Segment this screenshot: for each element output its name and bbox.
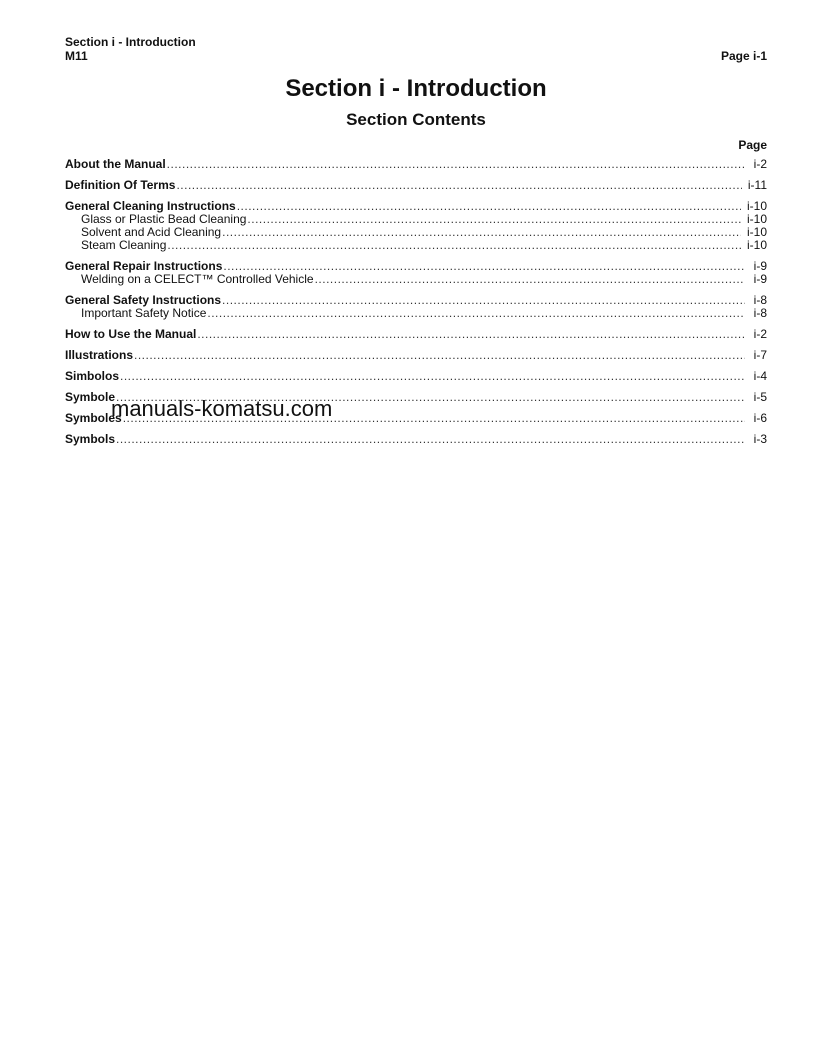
dot-leader <box>167 239 741 252</box>
toc-subentry[interactable] <box>65 307 767 320</box>
toc-entry-label: Solvent and Acid Cleaning <box>81 226 222 239</box>
dot-leader <box>176 179 741 192</box>
toc-entry-page: i-10 <box>746 226 767 239</box>
toc-entry-page: i-3 <box>753 433 767 446</box>
toc-entry-page: i-10 <box>746 200 767 213</box>
toc-entry-page: i-5 <box>753 391 767 404</box>
toc-group <box>65 370 767 383</box>
toc-group <box>65 433 767 446</box>
toc-entry-label: How to Use the Manual <box>65 328 197 341</box>
dot-leader <box>167 158 745 171</box>
dot-leader <box>120 370 745 383</box>
toc-entry-page: i-9 <box>753 273 767 286</box>
toc-entry-label: Welding on a CELECT™ Controlled Vehicle <box>81 273 314 286</box>
header-model: M11 <box>65 49 88 63</box>
toc-entry-page: i-7 <box>753 349 767 362</box>
header-section: Section i - Introduction <box>65 35 196 49</box>
toc-entry-label: Symbole <box>65 391 116 404</box>
toc-subentry[interactable] <box>65 226 767 239</box>
toc-entry-label: Symbols <box>65 433 116 446</box>
toc-entry-page: i-9 <box>753 260 767 273</box>
toc-group <box>65 294 767 320</box>
toc-entry-label: Simbolos <box>65 370 120 383</box>
watermark: manuals-komatsu.com <box>111 396 333 421</box>
page-column-label: Page <box>738 138 767 152</box>
dot-leader <box>222 294 745 307</box>
toc-entry-page: i-8 <box>753 294 767 307</box>
running-header <box>65 35 196 63</box>
header-page-number: Page i-1 <box>720 49 767 63</box>
toc-group <box>65 179 767 192</box>
toc-entry-page: i-4 <box>753 370 767 383</box>
toc-entry-label: Glass or Plastic Bead Cleaning <box>81 213 247 226</box>
toc-entry-page: i-10 <box>746 213 767 226</box>
toc-entry[interactable] <box>65 260 767 273</box>
toc-entry[interactable] <box>65 179 767 192</box>
page-subtitle: Section Contents <box>346 110 486 129</box>
toc-entry-page: i-11 <box>747 179 767 192</box>
toc-entry-label: General Repair Instructions <box>65 260 223 273</box>
toc-entry[interactable] <box>65 200 767 213</box>
toc-entry-label: General Safety Instructions <box>65 294 222 307</box>
toc-entry-label: Definition Of Terms <box>65 179 176 192</box>
toc-entry-label: Steam Cleaning <box>81 239 167 252</box>
toc-group <box>65 328 767 341</box>
toc-entry[interactable] <box>65 328 767 341</box>
dot-leader <box>223 260 745 273</box>
toc-entry[interactable] <box>65 294 767 307</box>
dot-leader <box>237 200 741 213</box>
toc-entry[interactable] <box>65 433 767 446</box>
toc-entry[interactable] <box>65 349 767 362</box>
dot-leader <box>222 226 741 239</box>
toc-group <box>65 349 767 362</box>
toc-group <box>65 260 767 286</box>
toc-entry-page: i-2 <box>753 158 767 171</box>
toc-entry[interactable] <box>65 370 767 383</box>
toc-entry-page: i-2 <box>753 328 767 341</box>
dot-leader <box>315 273 745 286</box>
toc-entry-label: Important Safety Notice <box>81 307 207 320</box>
toc-subentry[interactable] <box>65 213 767 226</box>
dot-leader <box>134 349 745 362</box>
toc-entry-label: Symboles <box>65 412 122 425</box>
toc-entry-label: General Cleaning Instructions <box>65 200 236 213</box>
dot-leader <box>116 433 745 446</box>
toc-entry-label: About the Manual <box>65 158 166 171</box>
page-title: Section i - Introduction <box>285 75 547 102</box>
toc-subentry[interactable] <box>65 239 767 252</box>
dot-leader <box>247 213 741 226</box>
toc-subentry[interactable] <box>65 273 767 286</box>
toc-entry-page: i-10 <box>746 239 767 252</box>
toc-group <box>65 158 767 171</box>
dot-leader <box>197 328 745 341</box>
toc-entry-label: Illustrations <box>65 349 134 362</box>
dot-leader <box>207 307 745 320</box>
toc-entry[interactable] <box>65 158 767 171</box>
toc-group <box>65 200 767 252</box>
toc-entry-page: i-8 <box>753 307 767 320</box>
toc-entry-page: i-6 <box>753 412 767 425</box>
